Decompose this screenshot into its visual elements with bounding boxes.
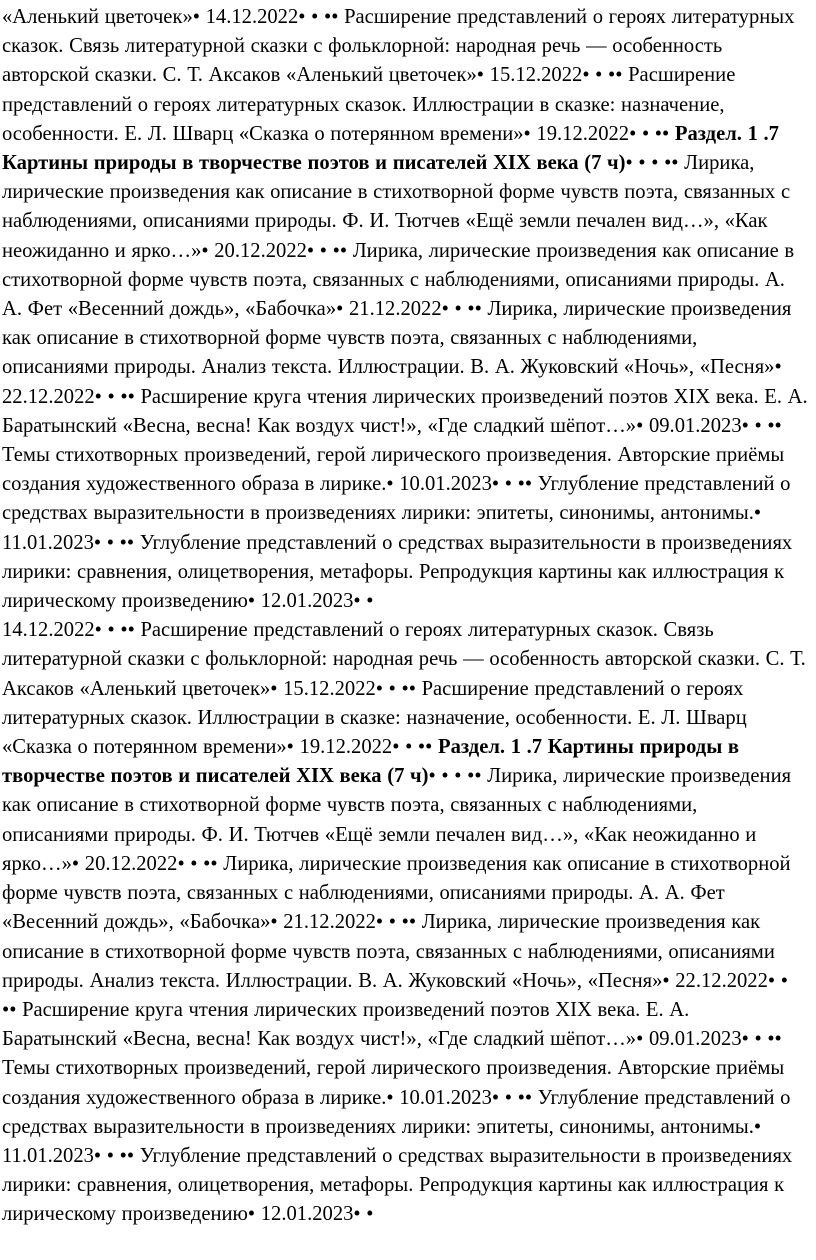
passage-1 (2, 6, 808, 612)
section-heading: Раздел. 1 .7 Картины природы в творчестве поэтов и писателей XIX века (7 ч) (2, 122, 779, 175)
passage-1-text-a: «Аленький цветочек»• 14.12.2022• • •• Расширение представлений о героях литературных сказок. Связь литературной сказки с фольклорной: народная речь — особенность авторской сказки. С. Т. Аксаков «Аленький цветочек»• 15.12.2022• • •• Расширение представлений о героях литературных сказок. Иллюстрации в сказке: назначение, особенности. Е. Л. Шварц «Сказка о потерянном времени»• 19.12.2022• • •• (2, 6, 795, 145)
passage-2-text-a: 14.12.2022• • •• Расширение представлений о героях литературных сказок. Связь литературной сказки с фольклорной: народная речь — особенность авторской сказки. С. Т. Аксаков «Аленький цветочек»• 15.12.2022• • •• Расширение представлений о героях литературных сказок. Иллюстрации в сказке: назначение, особенности. Е. Л. Шварц «Сказка о потерянном времени»• 19.12.2022• • •• (2, 619, 806, 759)
passage-2-text-b: • • • •• Лирика, лирические произведения как описание в стихотворной форме чувств поэта, связанных с наблюдениями, описаниями природы. Ф. И. Тютчев «Ещё земли печален вид…», «Как неожиданно и ярко…»• 20.12.2022• • •• Лирика, лирические произведения как описание в стихотворной форме чувств поэта, связанных с наблюдениями, описаниями природы. А. А. Фет «Весенний дождь», «Бабочка»• 21.12.2022• • •• Лирика, лирические произведения как описание в стихотворной форме чувств поэта, связанных с наблюдениями, описаниями природы. Анализ текста. Иллюстрации. В. А. Жуковский «Ночь», «Песня»• 22.12.2022• • •• Расширение круга чтения лирических произведений поэтов XIX века. Е. А. Баратынский «Весна, весна! Как воздух чист!», «Где сладкий шёпот…»• 09.01.2023• • •• Темы стихотворных произведений, герой лирического произведения. Авторские приёмы создания художественного образа в лирике.• 10.01.2023• • •• Углубление представлений о средствах выразительности в произведениях лирики: эпитеты, синонимы, антонимы.• 11.01.2023• • •• Углубление представлений о средствах выразительности в произведениях лирики: сравнения, олицетворения, метафоры. Репродукция картины как иллюстрация к лирическому произведению• 12.01.2023• • (2, 765, 793, 1226)
passage-2 (2, 619, 806, 1225)
document-body (2, 3, 808, 1230)
passage-1-text-b: • • • •• Лирика, лирические произведения как описание в стихотворной форме чувств поэта, связанных с наблюдениями, описаниями природы. Ф. И. Тютчев «Ещё земли печален вид…», «Как неожиданно и ярко…»• 20.12.2022• • •• Лирика, лирические произведения как описание в стихотворной форме чувств поэта, связанных с наблюдениями, описаниями природы. А. А. Фет «Весенний дождь», «Бабочка»• 21.12.2022• • •• Лирика, лирические произведения как описание в стихотворной форме чувств поэта, связанных с наблюдениями, описаниями природы. Анализ текста. Иллюстрации. В. А. Жуковский «Ночь», «Песня»• 22.12.2022• • •• Расширение круга чтения лирических произведений поэтов XIX века. Е. А. Баратынский «Весна, весна! Как воздух чист!», «Где сладкий шёпот…»• 09.01.2023• • •• Темы стихотворных произведений, герой лирического произведения. Авторские приёмы создания художественного образа в лирике.• 10.01.2023• • •• Углубление представлений о средствах выразительности в произведениях лирики: эпитеты, синонимы, антонимы.• 11.01.2023• • •• Углубление представлений о средствах выразительности в произведениях лирики: сравнения, олицетворения, метафоры. Репродукция картины как иллюстрация к лирическому произведению• 12.01.2023• • (2, 152, 808, 613)
section-heading: Раздел. 1 .7 Картины природы в творчестве поэтов и писателей XIX века (7 ч) (2, 736, 740, 788)
